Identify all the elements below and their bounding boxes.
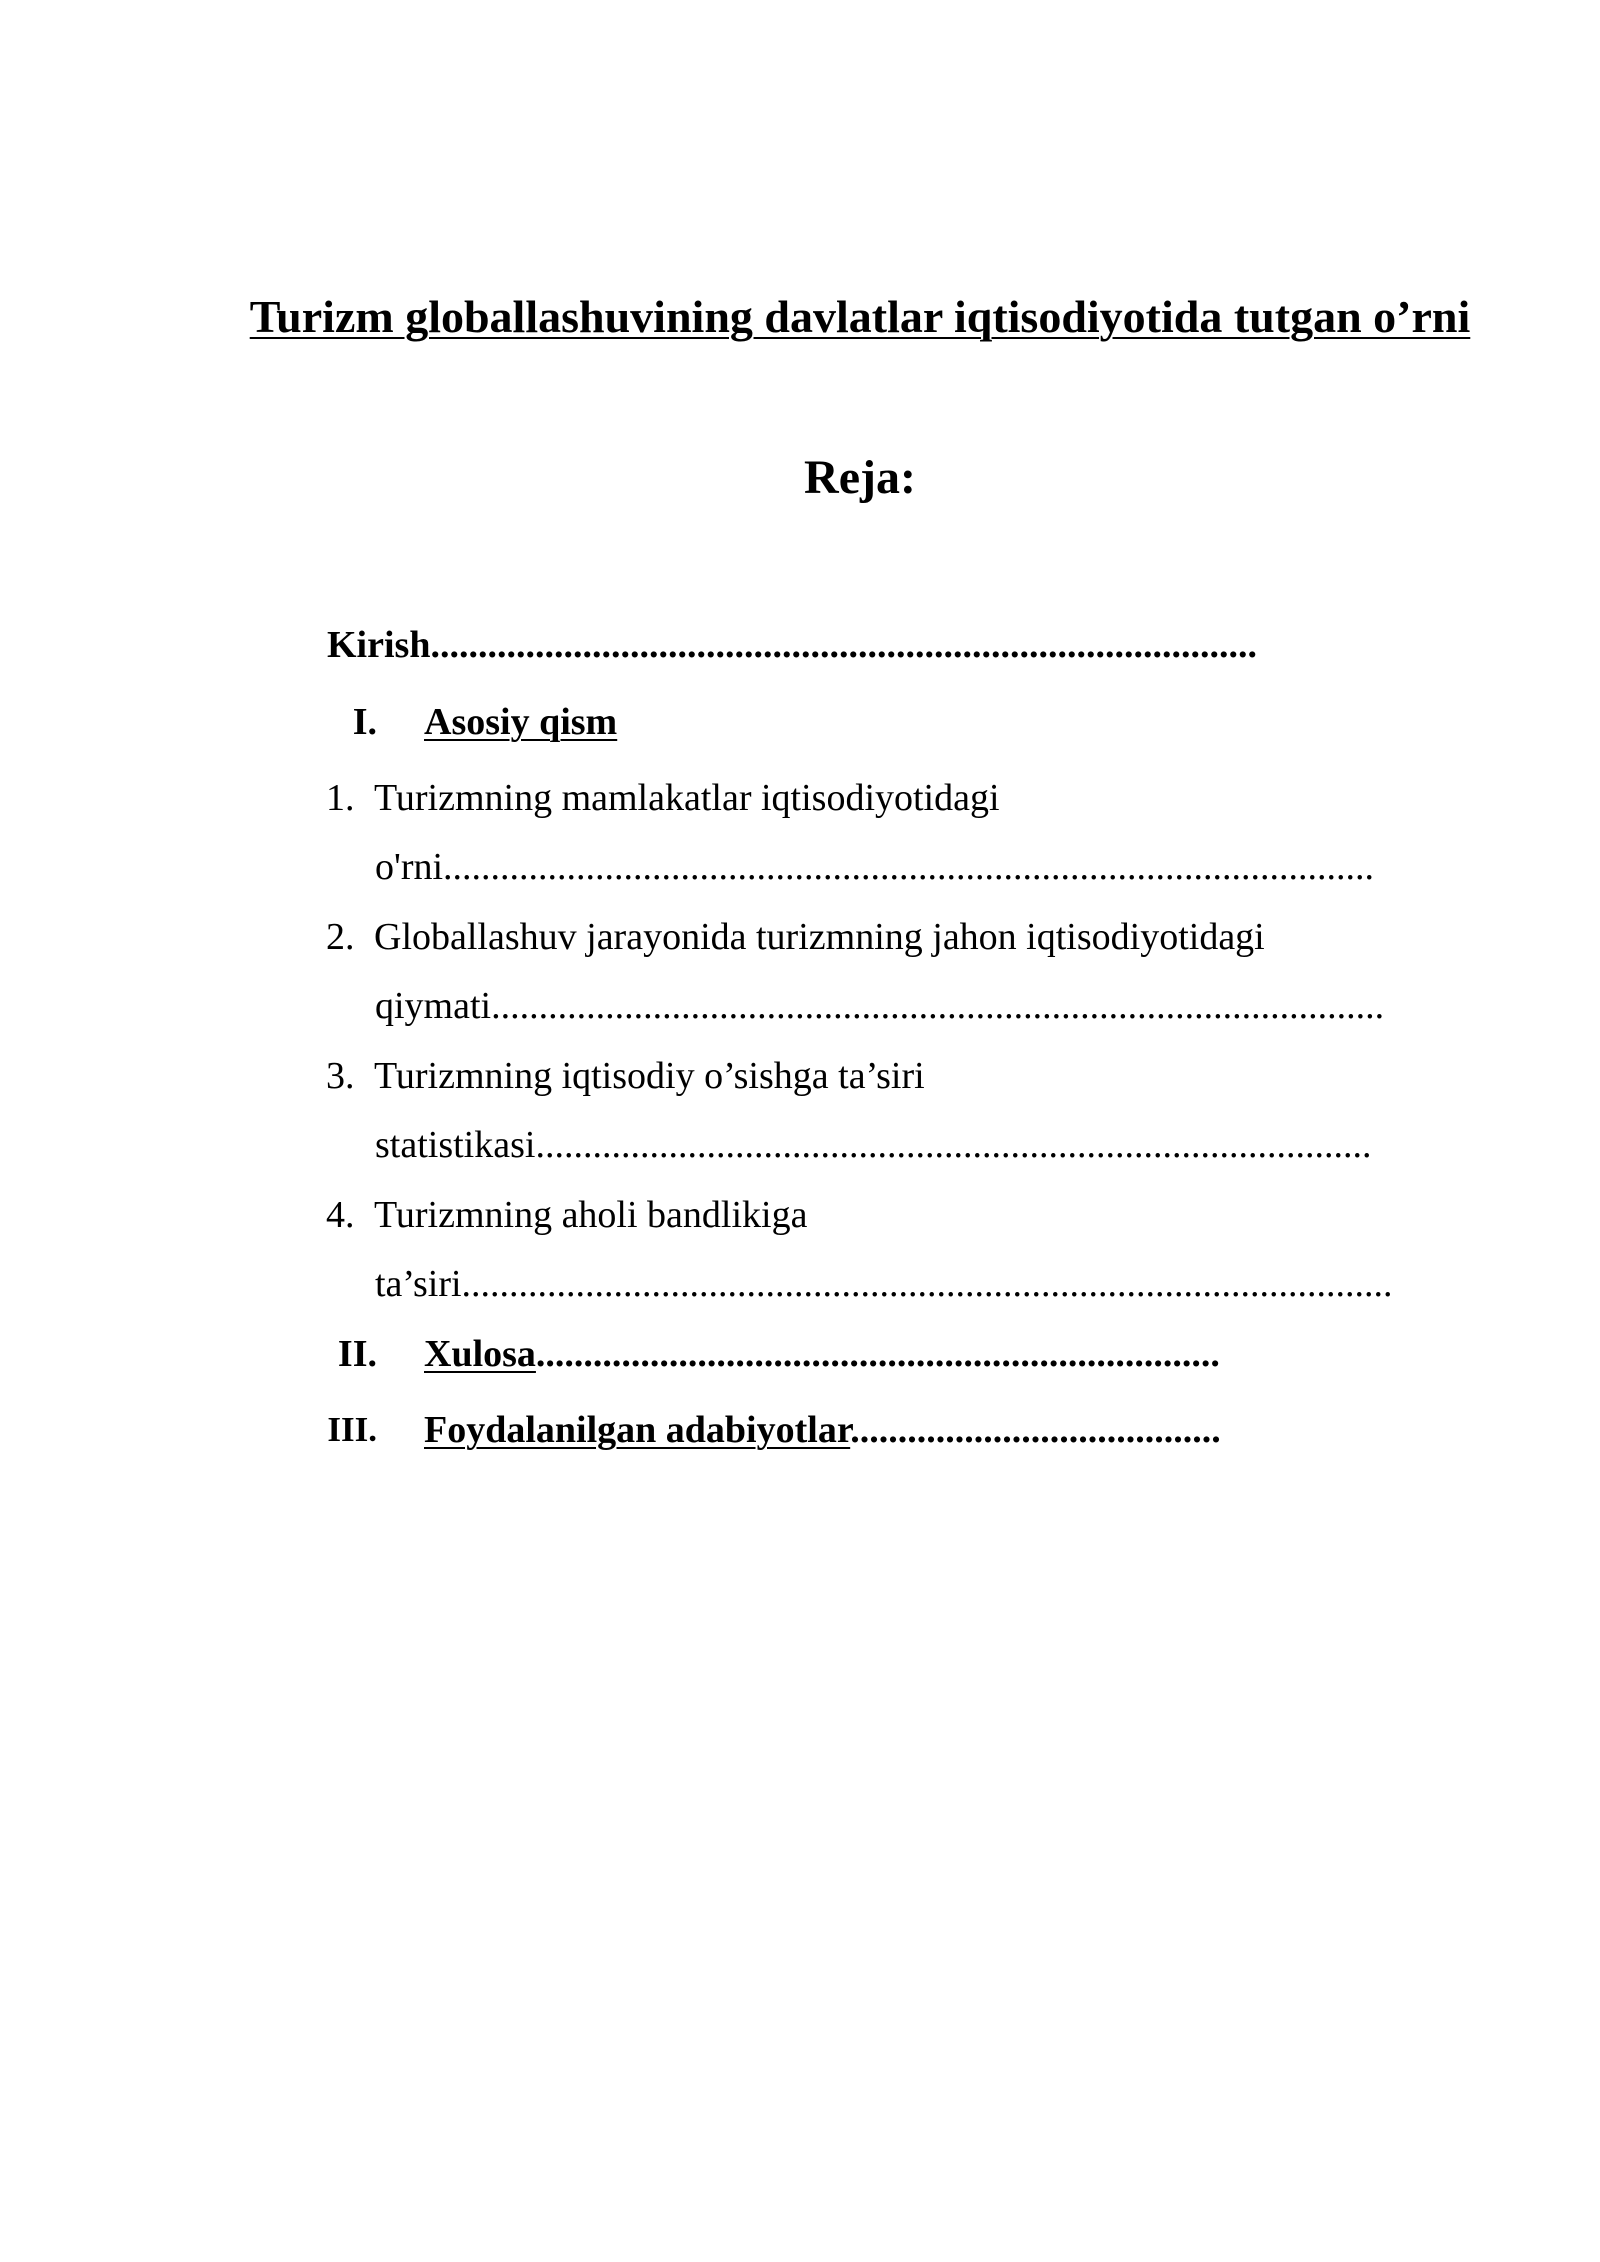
toc-section-3-label: Foydalanilgan adabiyotlar — [424, 1409, 851, 1451]
toc-item-3-number: 3. — [326, 1055, 355, 1097]
toc-section-2-label: Xulosa — [424, 1333, 536, 1375]
toc-intro — [327, 620, 1257, 670]
toc-section-2-numeral: II. — [337, 1333, 377, 1375]
toc-item-2 — [326, 912, 1265, 962]
document-title: Turizm globallashuvining davlatlar iqtisodiyotida tutgan o’rni — [249, 291, 1471, 342]
toc-item-1 — [326, 773, 1000, 823]
toc-item-2-number: 2. — [326, 916, 355, 958]
toc-item-1-number: 1. — [326, 777, 355, 819]
toc-item-1-text: Turizmning mamlakatlar iqtisodiyotidagi — [374, 777, 1000, 819]
toc-item-4-number: 4. — [326, 1194, 355, 1236]
toc-intro-dots: ....................................................................................... — [430, 624, 1257, 666]
toc-item-4 — [326, 1190, 807, 1240]
toc-item-3-text: Turizmning iqtisodiy o’sishga ta’siri — [374, 1055, 925, 1097]
toc-section-1-label: Asosiy qism — [424, 701, 618, 743]
toc-item-2-continuation: qiymati.............................................................................................. — [375, 985, 1385, 1027]
toc-section-2-entry — [424, 1329, 1220, 1379]
toc-item-4-continuation: ta’siri.................................................................................................. — [375, 1263, 1393, 1305]
toc-item-4-text: Turizmning aholi bandlikiga — [374, 1194, 808, 1236]
toc-intro-label: Kirish — [327, 624, 431, 666]
toc-item-1-continuation: o'rni.................................................................................................. — [375, 846, 1375, 888]
toc-section-3-dots: ....................................... — [850, 1409, 1221, 1451]
toc-section-3-numeral: III. — [327, 1410, 377, 1449]
toc-section-3-entry — [424, 1405, 1221, 1455]
toc-item-3-continuation: statistikasi........................................................................................ — [375, 1124, 1372, 1166]
toc-section-2-dots: ........................................................................ — [535, 1333, 1220, 1375]
toc-item-3 — [326, 1051, 925, 1101]
toc-section-1-numeral: I. — [352, 701, 377, 743]
plan-heading: Reja: — [804, 451, 916, 504]
toc-item-2-text: Globallashuv jarayonida turizmning jahon iqtisodiyotidagi — [374, 916, 1265, 958]
